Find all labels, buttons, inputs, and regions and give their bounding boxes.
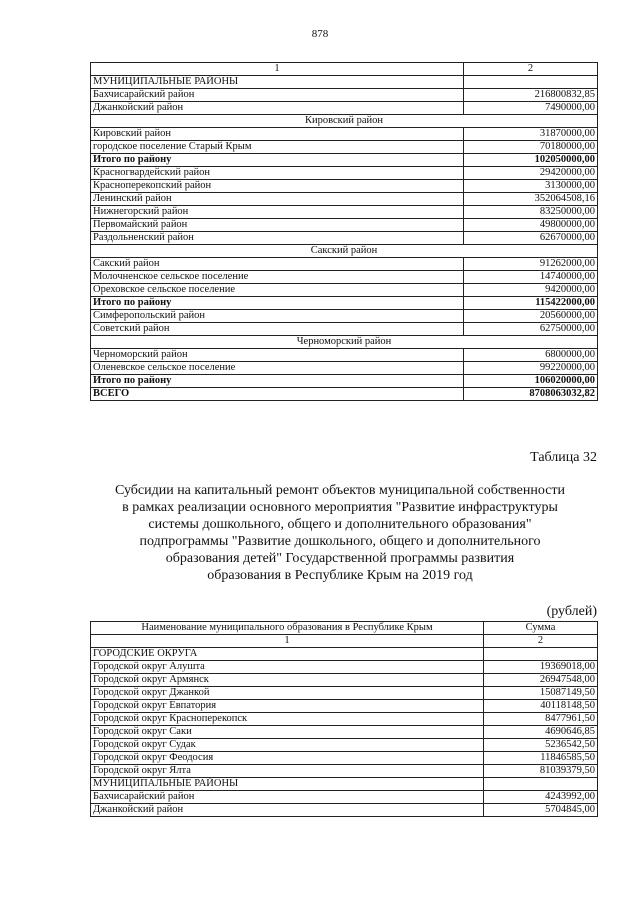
table1-body — [91, 76, 598, 401]
amount-value: 352064508,16 — [464, 193, 598, 206]
amount-value: 216800832,85 — [464, 89, 598, 102]
caption-line: системы дошкольного, общего и дополнительного образования" — [148, 517, 532, 532]
table-row — [91, 128, 598, 141]
caption-line: в рамках реализации основного мероприятия "Развитие инфраструктуры — [122, 500, 558, 515]
total-row — [91, 297, 598, 310]
municipality-name: ВСЕГО — [91, 388, 464, 401]
municipality-name: Сакский район — [91, 258, 464, 271]
amount-value: 99220000,00 — [464, 362, 598, 375]
amount-value: 5236542,50 — [484, 739, 598, 752]
amount-value: 102050000,00 — [464, 154, 598, 167]
section-header-row — [91, 336, 598, 349]
amount-value: 11846585,50 — [484, 752, 598, 765]
table-row — [91, 791, 598, 804]
subsidy-table-continued — [90, 62, 598, 401]
table-row — [91, 726, 598, 739]
amount-value: 4690646,85 — [484, 726, 598, 739]
amount-value: 70180000,00 — [464, 141, 598, 154]
municipality-name: Красногвардейский район — [91, 167, 464, 180]
section-title: Черноморский район — [91, 336, 598, 349]
table-row — [91, 102, 598, 115]
table-row — [91, 167, 598, 180]
table-row — [91, 271, 598, 284]
table-row — [91, 349, 598, 362]
municipality-name: Итого по району — [91, 154, 464, 167]
amount-value: 15087149,50 — [484, 687, 598, 700]
amount-value: 14740000,00 — [464, 271, 598, 284]
table-row — [91, 362, 598, 375]
amount-value: 19369018,00 — [484, 661, 598, 674]
amount-value: 8477961,50 — [484, 713, 598, 726]
amount-value: 49800000,00 — [464, 219, 598, 232]
municipality-name: Симферопольский район — [91, 310, 464, 323]
municipality-name: Ореховское сельское поселение — [91, 284, 464, 297]
subsidy-table-32 — [90, 621, 598, 817]
total-row — [91, 375, 598, 388]
table-row — [91, 804, 598, 817]
amount-value: 62670000,00 — [464, 232, 598, 245]
municipality-name: городское поселение Старый Крым — [91, 141, 464, 154]
table-row — [91, 310, 598, 323]
municipality-name: Нижнегорский район — [91, 206, 464, 219]
municipality-name: Красноперекопский район — [91, 180, 464, 193]
table2-body — [91, 648, 598, 817]
amount-value: 4243992,00 — [484, 791, 598, 804]
table-row — [91, 180, 598, 193]
amount-value: 3130000,00 — [464, 180, 598, 193]
municipality-name: Джанкойский район — [91, 804, 484, 817]
total-row — [91, 154, 598, 167]
total-row — [91, 388, 598, 401]
amount-value: 40118148,50 — [484, 700, 598, 713]
municipality-name: Джанкойский район — [91, 102, 464, 115]
column-number-1: 1 — [91, 635, 484, 648]
table-row — [91, 661, 598, 674]
column-title-name: Наименование муниципального образования в Республике Крым — [91, 622, 484, 635]
municipality-name: Советский район — [91, 323, 464, 336]
municipality-name: Ленинский район — [91, 193, 464, 206]
amount-value: 81039379,50 — [484, 765, 598, 778]
amount-value: 83250000,00 — [464, 206, 598, 219]
table-row — [91, 765, 598, 778]
municipality-name: Молочненское сельское поселение — [91, 271, 464, 284]
table-row — [91, 778, 598, 791]
amount-value — [484, 648, 598, 661]
column-number-row — [91, 635, 598, 648]
table-row — [91, 219, 598, 232]
amount-value: 91262000,00 — [464, 258, 598, 271]
municipality-name: Городской округ Армянск — [91, 674, 484, 687]
amount-value: 115422000,00 — [464, 297, 598, 310]
municipality-name: Черноморский район — [91, 349, 464, 362]
caption-line: образования детей" Государственной программы развития — [165, 551, 515, 566]
table-row — [91, 141, 598, 154]
table-row — [91, 258, 598, 271]
table-row — [91, 648, 598, 661]
caption-line: подпрограммы "Развитие дошкольного, общего и дополнительного — [139, 534, 541, 549]
page-number: 878 — [311, 28, 329, 40]
table-row — [91, 687, 598, 700]
amount-value: 20560000,00 — [464, 310, 598, 323]
column-number-row — [91, 63, 598, 76]
table-row — [91, 752, 598, 765]
amount-value: 8708063032,82 — [464, 388, 598, 401]
amount-value: 6800000,00 — [464, 349, 598, 362]
municipality-name: Городской округ Джанкой — [91, 687, 484, 700]
amount-value: 31870000,00 — [464, 128, 598, 141]
amount-value: 5704845,00 — [484, 804, 598, 817]
table-row — [91, 700, 598, 713]
amount-value: 106020000,00 — [464, 375, 598, 388]
municipality-name: Итого по району — [91, 297, 464, 310]
section-header-row — [91, 115, 598, 128]
column-number-2: 2 — [484, 635, 598, 648]
section-header-row — [91, 245, 598, 258]
table-row — [91, 232, 598, 245]
amount-value: 9420000,00 — [464, 284, 598, 297]
municipality-name: Оленевское сельское поселение — [91, 362, 464, 375]
column-title-sum: Сумма — [484, 622, 598, 635]
table-row — [91, 76, 598, 89]
table-row — [91, 193, 598, 206]
amount-value — [464, 76, 598, 89]
amount-value — [484, 778, 598, 791]
municipality-name: Бахчисарайский район — [91, 89, 464, 102]
municipality-name: Первомайский район — [91, 219, 464, 232]
table-row — [91, 323, 598, 336]
municipality-name: Городской округ Ялта — [91, 765, 484, 778]
municipality-name: Бахчисарайский район — [91, 791, 484, 804]
section-title: Кировский район — [91, 115, 598, 128]
table-row — [91, 89, 598, 102]
municipality-name: Городской округ Судак — [91, 739, 484, 752]
municipality-name: Кировский район — [91, 128, 464, 141]
table-row — [91, 284, 598, 297]
municipality-name: ГОРОДСКИЕ ОКРУГА — [91, 648, 484, 661]
amount-value: 29420000,00 — [464, 167, 598, 180]
table-caption — [60, 482, 620, 584]
column-number-2: 2 — [464, 63, 598, 76]
table-row — [91, 739, 598, 752]
municipality-name: МУНИЦИПАЛЬНЫЕ РАЙОНЫ — [91, 778, 484, 791]
table-row — [91, 674, 598, 687]
municipality-name: Городской округ Феодосия — [91, 752, 484, 765]
amount-value: 62750000,00 — [464, 323, 598, 336]
municipality-name: Городской округ Саки — [91, 726, 484, 739]
caption-line: Субсидии на капитальный ремонт объектов муниципальной собственности — [114, 483, 566, 498]
municipality-name: Городской округ Красноперекопск — [91, 713, 484, 726]
caption-line: образования в Республике Крым на 2019 год — [207, 568, 473, 583]
section-title: Сакский район — [91, 245, 598, 258]
currency-unit: (рублей) — [546, 604, 597, 619]
column-number-1: 1 — [91, 63, 464, 76]
table-row — [91, 713, 598, 726]
table-row — [91, 206, 598, 219]
amount-value: 7490000,00 — [464, 102, 598, 115]
amount-value: 26947548,00 — [484, 674, 598, 687]
table-label: Таблица 32 — [530, 450, 597, 465]
column-title-row — [91, 622, 598, 635]
municipality-name: Городской округ Евпатория — [91, 700, 484, 713]
municipality-name: МУНИЦИПАЛЬНЫЕ РАЙОНЫ — [91, 76, 464, 89]
municipality-name: Городской округ Алушта — [91, 661, 484, 674]
municipality-name: Итого по району — [91, 375, 464, 388]
municipality-name: Раздольненский район — [91, 232, 464, 245]
